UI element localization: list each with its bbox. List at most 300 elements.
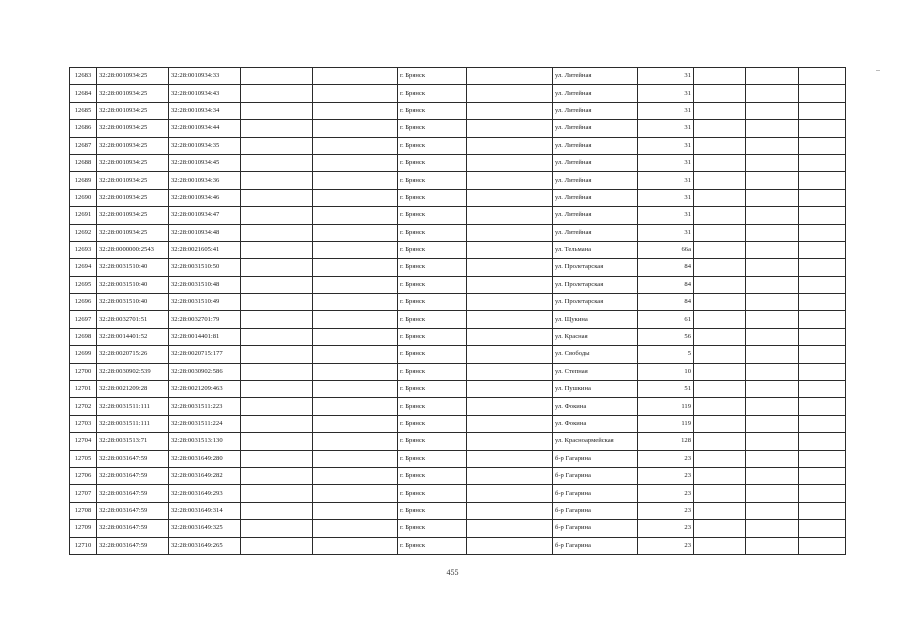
empty-cell [313,398,398,415]
street-cell: ул. Красная [553,328,638,345]
row-number-cell: 12684 [70,85,97,102]
street-cell: б-р Гагарина [553,450,638,467]
empty-cell [241,346,313,363]
city-cell: г. Брянск [398,328,467,345]
empty-cell [467,311,553,328]
parent-cadastral-cell: 32:28:0010934:25 [97,85,169,102]
city-cell: г. Брянск [398,398,467,415]
empty-cell [313,137,398,154]
empty-cell [746,102,799,119]
empty-cell [241,207,313,224]
table-row [70,120,846,137]
street-cell: ул. Литейная [553,137,638,154]
cadastral-number-cell: 32:28:0031510:48 [169,276,241,293]
empty-cell [694,154,746,171]
empty-cell [313,537,398,554]
city-cell: г. Брянск [398,485,467,502]
empty-cell [746,241,799,258]
house-number-cell: 31 [638,68,694,85]
city-cell: г. Брянск [398,189,467,206]
empty-cell [746,450,799,467]
row-number-cell: 12705 [70,450,97,467]
empty-cell [799,328,846,345]
empty-cell [746,502,799,519]
row-number-cell: 12702 [70,398,97,415]
scan-edge-mark [876,70,880,71]
row-number-cell: 12692 [70,224,97,241]
empty-cell [694,137,746,154]
empty-cell [241,328,313,345]
empty-cell [313,363,398,380]
empty-cell [313,415,398,432]
row-number-cell: 12697 [70,311,97,328]
row-number-cell: 12693 [70,241,97,258]
empty-cell [241,450,313,467]
parent-cadastral-cell: 32:28:0031510:40 [97,294,169,311]
row-number-cell: 12699 [70,346,97,363]
city-cell: г. Брянск [398,207,467,224]
empty-cell [313,467,398,484]
empty-cell [746,328,799,345]
empty-cell [799,120,846,137]
street-cell: ул. Фокина [553,398,638,415]
cadastral-number-cell: 32:28:0010934:34 [169,102,241,119]
empty-cell [746,520,799,537]
empty-cell [467,381,553,398]
street-cell: ул. Фокина [553,415,638,432]
empty-cell [313,154,398,171]
cadastral-number-cell: 32:28:0031649:282 [169,467,241,484]
empty-cell [313,120,398,137]
empty-cell [467,137,553,154]
empty-cell [241,485,313,502]
empty-cell [694,415,746,432]
city-cell: г. Брянск [398,241,467,258]
street-cell: ул. Литейная [553,224,638,241]
empty-cell [799,520,846,537]
cadastral-number-cell: 32:28:0010934:48 [169,224,241,241]
city-cell: г. Брянск [398,85,467,102]
row-number-cell: 12701 [70,381,97,398]
parent-cadastral-cell: 32:28:0031510:40 [97,276,169,293]
empty-cell [467,102,553,119]
empty-cell [467,398,553,415]
empty-cell [799,398,846,415]
city-cell: г. Брянск [398,120,467,137]
empty-cell [467,154,553,171]
cadastral-number-cell: 32:28:0010934:33 [169,68,241,85]
row-number-cell: 12686 [70,120,97,137]
house-number-cell: 23 [638,467,694,484]
empty-cell [799,68,846,85]
row-number-cell: 12710 [70,537,97,554]
street-cell: ул. Литейная [553,120,638,137]
empty-cell [313,485,398,502]
empty-cell [746,259,799,276]
empty-cell [467,276,553,293]
street-cell: ул. Пролетарская [553,276,638,293]
empty-cell [241,467,313,484]
empty-cell [241,276,313,293]
street-cell: б-р Гагарина [553,520,638,537]
empty-cell [313,102,398,119]
empty-cell [746,137,799,154]
empty-cell [313,311,398,328]
empty-cell [241,102,313,119]
empty-cell [799,224,846,241]
parent-cadastral-cell: 32:28:0032701:51 [97,311,169,328]
empty-cell [467,189,553,206]
empty-cell [799,363,846,380]
empty-cell [313,450,398,467]
cadastral-number-cell: 32:28:0021209:463 [169,381,241,398]
parent-cadastral-cell: 32:28:0010934:25 [97,172,169,189]
empty-cell [799,137,846,154]
empty-cell [241,68,313,85]
city-cell: г. Брянск [398,415,467,432]
row-number-cell: 12685 [70,102,97,119]
empty-cell [467,433,553,450]
parent-cadastral-cell: 32:28:0010934:25 [97,120,169,137]
parent-cadastral-cell: 32:28:0010934:25 [97,102,169,119]
cadastral-number-cell: 32:28:0031511:224 [169,415,241,432]
empty-cell [746,85,799,102]
empty-cell [746,415,799,432]
empty-cell [746,120,799,137]
street-cell: ул. Свободы [553,346,638,363]
house-number-cell: 31 [638,172,694,189]
empty-cell [467,241,553,258]
empty-cell [694,450,746,467]
house-number-cell: 31 [638,224,694,241]
city-cell: г. Брянск [398,102,467,119]
empty-cell [799,450,846,467]
empty-cell [799,259,846,276]
parent-cadastral-cell: 32:28:0010934:25 [97,189,169,206]
house-number-cell: 31 [638,207,694,224]
empty-cell [746,172,799,189]
street-cell: ул. Литейная [553,172,638,189]
street-cell: ул. Пушкина [553,381,638,398]
row-number-cell: 12694 [70,259,97,276]
street-cell: ул. Щукина [553,311,638,328]
parent-cadastral-cell: 32:28:0010934:25 [97,154,169,171]
empty-cell [799,467,846,484]
cadastral-number-cell: 32:28:0031649:325 [169,520,241,537]
house-number-cell: 31 [638,102,694,119]
empty-cell [467,537,553,554]
row-number-cell: 12691 [70,207,97,224]
city-cell: г. Брянск [398,537,467,554]
table-row [70,276,846,293]
cadastral-number-cell: 32:28:0031649:293 [169,485,241,502]
row-number-cell: 12698 [70,328,97,345]
row-number-cell: 12704 [70,433,97,450]
property-registry-table [69,67,846,555]
cadastral-number-cell: 32:28:0031511:223 [169,398,241,415]
house-number-cell: 56 [638,328,694,345]
cadastral-number-cell: 32:28:0020715:177 [169,346,241,363]
row-number-cell: 12703 [70,415,97,432]
street-cell: ул. Степная [553,363,638,380]
empty-cell [799,172,846,189]
house-number-cell: 61 [638,311,694,328]
empty-cell [467,207,553,224]
empty-cell [694,433,746,450]
cadastral-number-cell: 32:28:0031649:314 [169,502,241,519]
table-row [70,363,846,380]
empty-cell [467,346,553,363]
empty-cell [694,294,746,311]
table-row [70,398,846,415]
cadastral-number-cell: 32:28:0021605:41 [169,241,241,258]
house-number-cell: 66а [638,241,694,258]
cadastral-number-cell: 32:28:0010934:47 [169,207,241,224]
empty-cell [799,381,846,398]
house-number-cell: 31 [638,154,694,171]
empty-cell [313,259,398,276]
row-number-cell: 12688 [70,154,97,171]
empty-cell [313,68,398,85]
table-row [70,537,846,554]
empty-cell [241,520,313,537]
house-number-cell: 51 [638,381,694,398]
table-row [70,137,846,154]
empty-cell [746,537,799,554]
empty-cell [746,294,799,311]
street-cell: ул. Литейная [553,189,638,206]
city-cell: г. Брянск [398,276,467,293]
house-number-cell: 23 [638,520,694,537]
city-cell: г. Брянск [398,259,467,276]
empty-cell [746,276,799,293]
row-number-cell: 12690 [70,189,97,206]
empty-cell [467,467,553,484]
empty-cell [694,276,746,293]
empty-cell [694,207,746,224]
empty-cell [241,415,313,432]
empty-cell [241,241,313,258]
empty-cell [746,311,799,328]
table-row [70,154,846,171]
parent-cadastral-cell: 32:28:0031647:59 [97,537,169,554]
empty-cell [467,259,553,276]
table-row [70,189,846,206]
table-row [70,68,846,85]
city-cell: г. Брянск [398,137,467,154]
empty-cell [467,68,553,85]
empty-cell [694,241,746,258]
house-number-cell: 31 [638,120,694,137]
street-cell: б-р Гагарина [553,537,638,554]
empty-cell [467,224,553,241]
table-row [70,241,846,258]
house-number-cell: 23 [638,537,694,554]
empty-cell [241,502,313,519]
house-number-cell: 23 [638,450,694,467]
house-number-cell: 119 [638,398,694,415]
house-number-cell: 119 [638,415,694,432]
cadastral-number-cell: 32:28:0031510:50 [169,259,241,276]
empty-cell [694,311,746,328]
row-number-cell: 12700 [70,363,97,380]
empty-cell [313,276,398,293]
street-cell: ул. Литейная [553,207,638,224]
empty-cell [694,68,746,85]
empty-cell [694,102,746,119]
city-cell: г. Брянск [398,311,467,328]
parent-cadastral-cell: 32:28:0010934:25 [97,207,169,224]
table-row [70,346,846,363]
empty-cell [694,485,746,502]
city-cell: г. Брянск [398,467,467,484]
empty-cell [241,172,313,189]
parent-cadastral-cell: 32:28:0031513:71 [97,433,169,450]
cadastral-number-cell: 32:28:0031649:280 [169,450,241,467]
empty-cell [313,328,398,345]
empty-cell [694,502,746,519]
empty-cell [799,537,846,554]
empty-cell [467,485,553,502]
empty-cell [313,502,398,519]
house-number-cell: 84 [638,259,694,276]
street-cell: б-р Гагарина [553,485,638,502]
empty-cell [694,120,746,137]
empty-cell [799,346,846,363]
empty-cell [694,85,746,102]
table-row [70,450,846,467]
table-body [70,68,846,555]
city-cell: г. Брянск [398,502,467,519]
empty-cell [313,85,398,102]
empty-cell [799,502,846,519]
parent-cadastral-cell: 32:28:0031647:59 [97,520,169,537]
empty-cell [746,398,799,415]
street-cell: б-р Гагарина [553,502,638,519]
empty-cell [694,381,746,398]
empty-cell [694,467,746,484]
parent-cadastral-cell: 32:28:0031647:59 [97,485,169,502]
empty-cell [799,311,846,328]
empty-cell [694,520,746,537]
empty-cell [313,294,398,311]
empty-cell [694,398,746,415]
empty-cell [241,311,313,328]
empty-cell [746,224,799,241]
city-cell: г. Брянск [398,154,467,171]
city-cell: г. Брянск [398,450,467,467]
house-number-cell: 31 [638,85,694,102]
empty-cell [694,346,746,363]
parent-cadastral-cell: 32:28:0010934:25 [97,224,169,241]
house-number-cell: 128 [638,433,694,450]
house-number-cell: 10 [638,363,694,380]
empty-cell [467,415,553,432]
street-cell: ул. Литейная [553,102,638,119]
parent-cadastral-cell: 32:28:0000000:2543 [97,241,169,258]
street-cell: ул. Литейная [553,154,638,171]
house-number-cell: 84 [638,276,694,293]
empty-cell [799,415,846,432]
street-cell: ул. Пролетарская [553,294,638,311]
empty-cell [241,433,313,450]
street-cell: ул. Литейная [553,85,638,102]
cadastral-number-cell: 32:28:0010934:44 [169,120,241,137]
parent-cadastral-cell: 32:28:0030902:539 [97,363,169,380]
empty-cell [799,102,846,119]
parent-cadastral-cell: 32:28:0020715:26 [97,346,169,363]
empty-cell [746,154,799,171]
house-number-cell: 31 [638,137,694,154]
parent-cadastral-cell: 32:28:0010934:25 [97,68,169,85]
street-cell: ул. Литейная [553,68,638,85]
empty-cell [313,189,398,206]
table-row [70,85,846,102]
table-row [70,102,846,119]
street-cell: ул. Красноармейская [553,433,638,450]
city-cell: г. Брянск [398,363,467,380]
row-number-cell: 12689 [70,172,97,189]
cadastral-number-cell: 32:28:0010934:45 [169,154,241,171]
empty-cell [694,259,746,276]
empty-cell [467,502,553,519]
row-number-cell: 12695 [70,276,97,293]
empty-cell [241,189,313,206]
city-cell: г. Брянск [398,172,467,189]
empty-cell [467,294,553,311]
empty-cell [313,241,398,258]
table-row [70,311,846,328]
parent-cadastral-cell: 32:28:0021209:28 [97,381,169,398]
cadastral-number-cell: 32:28:0010934:35 [169,137,241,154]
row-number-cell: 12687 [70,137,97,154]
cadastral-number-cell: 32:28:0031649:265 [169,537,241,554]
empty-cell [241,154,313,171]
parent-cadastral-cell: 32:28:0014401:52 [97,328,169,345]
cadastral-number-cell: 32:28:0031513:130 [169,433,241,450]
empty-cell [694,328,746,345]
empty-cell [241,398,313,415]
empty-cell [746,207,799,224]
cadastral-number-cell: 32:28:0032701:79 [169,311,241,328]
cadastral-number-cell: 32:28:0010934:46 [169,189,241,206]
parent-cadastral-cell: 32:28:0010934:25 [97,137,169,154]
table-row [70,259,846,276]
cadastral-number-cell: 32:28:0031510:49 [169,294,241,311]
empty-cell [241,85,313,102]
table-row [70,433,846,450]
street-cell: б-р Гагарина [553,467,638,484]
empty-cell [241,120,313,137]
parent-cadastral-cell: 32:28:0031647:59 [97,467,169,484]
city-cell: г. Брянск [398,433,467,450]
city-cell: г. Брянск [398,520,467,537]
empty-cell [467,363,553,380]
empty-cell [799,294,846,311]
row-number-cell: 12707 [70,485,97,502]
empty-cell [313,520,398,537]
parent-cadastral-cell: 32:28:0031647:59 [97,450,169,467]
empty-cell [313,207,398,224]
empty-cell [694,537,746,554]
table-row [70,520,846,537]
empty-cell [241,259,313,276]
empty-cell [313,381,398,398]
empty-cell [694,363,746,380]
parent-cadastral-cell: 32:28:0031511:111 [97,398,169,415]
empty-cell [467,328,553,345]
empty-cell [313,224,398,241]
